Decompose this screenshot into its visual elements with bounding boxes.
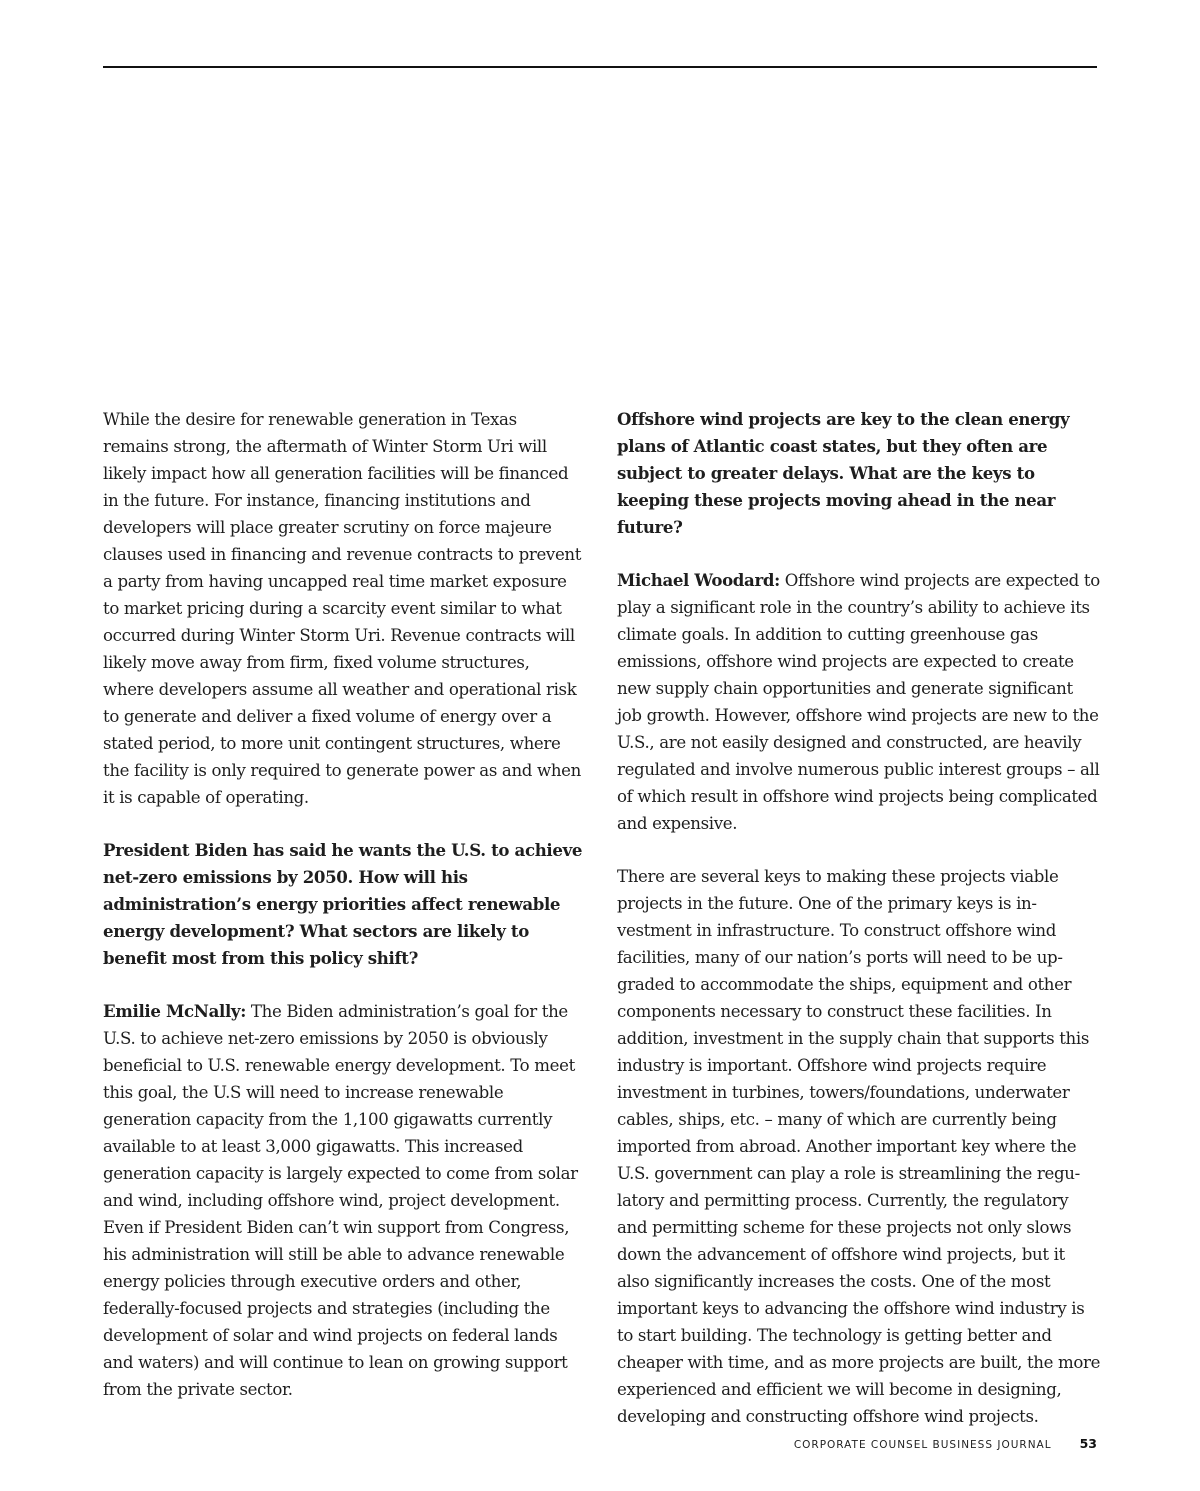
interview-question: Offshore wind projects are key to the clean energy plans of Atlantic coast states, but they often are subject to greater delays. What are the keys to keeping these projects moving ahead in the near future? — [617, 409, 1070, 537]
left-column — [103, 406, 585, 1403]
journal-name: CORPORATE COUNSEL BUSINESS JOURNAL — [793, 1439, 1052, 1451]
speaker-name: Emilie McNally: — [103, 1001, 246, 1021]
answer-text: Offshore wind projects are expected to play a significant role in the country’s ability to achieve its climate goals. In addition to cutting greenhouse gas emissions, offshore wind projects are expected to create new supply chain opportunities and generate significant job growth. However, offshore wind projects are new to the U.S., are not easily designed and constructed, are heavily regulated and involve numerous public interest groups – all of which result in offshore wind projects being complicated and expensive. — [617, 571, 1100, 833]
interview-answer — [617, 567, 1101, 837]
answer-text: The Biden administration’s goal for the U.S. to achieve net-zero emissions by 2050 is obviously beneficial to U.S. renewable energy development. To meet this goal, the U.S will need to increase renewable generation capacity from the 1,100 gigawatts currently available to at least 3,000 gigawatts. This increased generation capacity is largely expected to come from solar and wind, including offshore wind, project development. Even if President Biden can’t win support from Congress, his administration will still be able to advance renewable energy policies through executive orders and other, federally-focused projects and strategies (including the development of solar and wind projects on federal lands and waters) and will continue to lean on growing support from the private sector. — [103, 1002, 578, 1399]
interview-answer — [103, 998, 585, 1403]
speaker-name: Michael Woodard: — [617, 570, 780, 590]
right-column — [617, 406, 1101, 1430]
body-paragraph: There are several keys to making these projects viable projects in the future. One of the primary keys is investment in infrastructure. To construct offshore wind facilities, many of our nation’s ports will need to be upgraded to accommodate the ships, equipment and other components necessary to construct these facilities. In addition, investment in the supply chain that supports this industry is important. Offshore wind projects require investment in turbines, towers/foundations, underwater cables, ships, etc. – many of which are currently being imported from abroad. Another important key where the U.S. government can play a role is streamlining the regulatory and permitting process. Currently, the regulatory and permitting scheme for these projects not only slows down the advancement of offshore wind projects, but it also significantly increases the costs. One of the most important keys to advancing the offshore wind industry is to start building. The technology is getting better and cheaper with time, and as more projects are built, the more experienced and efficient we will become in designing, developing and constructing offshore wind projects. — [617, 867, 1101, 1426]
page-footer — [794, 1433, 1097, 1452]
body-paragraph: While the desire for renewable generation in Texas remains strong, the aftermath of Winter Storm Uri will likely impact how all generation facilities will be financed in the future. For instance, financing institutions and developers will place greater scrutiny on force majeure clauses used in financing and revenue contracts to prevent a party from having uncapped real time market exposure to market pricing during a scarcity event similar to what occurred during Winter Storm Uri. Revenue contracts will likely move away from firm, fixed volume structures, where developers assume all weather and operational risk to generate and deliver a fixed volume of energy over a stated period, to more unit contingent structures, where the facility is only required to generate power as and when it is capable of operating. — [103, 410, 582, 807]
top-rule — [103, 66, 1097, 68]
page-number: 53 — [1079, 1436, 1097, 1451]
interview-question: President Biden has said he wants the U.S. to achieve net-zero emissions by 2050. How will his administration’s energy priorities affect renewable energy development? What sectors are likely to benefit most from this policy shift? — [103, 840, 583, 968]
